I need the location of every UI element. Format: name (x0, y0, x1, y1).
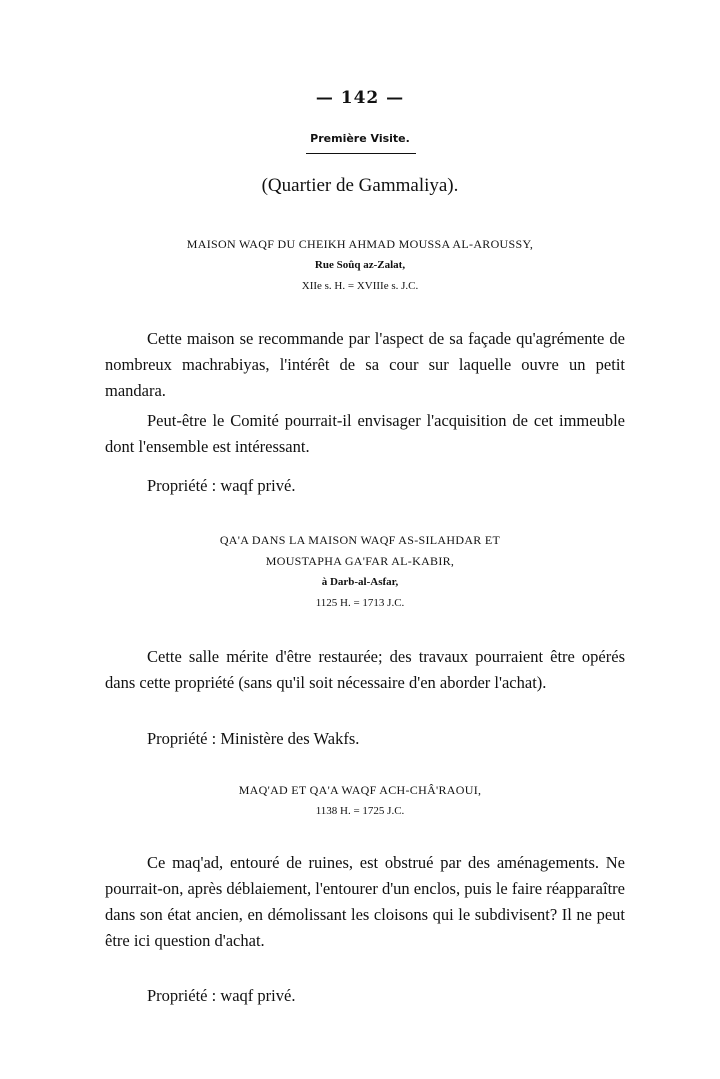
page-number: — 142 — (315, 88, 405, 108)
title-rule (306, 153, 416, 154)
section-3-paragraph-1: Ce maq'ad, entouré de ruines, est obstrué par des aménagements. Ne pourrait-on, après déblaiement, l'entourer d'un enclos, puis le faire réapparaître dans son état ancien, en démolissant les cloisons qui le subdivisent? Il ne peut être ici question d'achat. (105, 853, 625, 950)
section-1-property: Propriété : waqf privé. (147, 476, 296, 495)
section-1-heading (0, 234, 720, 297)
section-1-date: XIIe s. H. = XVIIIe s. J.C. (301, 280, 419, 292)
section-3-heading (0, 780, 720, 822)
section-2-date: 1125 H. = 1713 J.C. (315, 597, 405, 609)
section-1-location: Rue Soûq az-Zalat, (314, 259, 406, 271)
section-2-title-line-2: MOUSTAPHA GA'FAR AL-KABIR, (265, 554, 455, 568)
section-2-property: Propriété : Ministère des Wakfs. (147, 729, 360, 748)
visit-title: Première Visite. (310, 132, 410, 145)
section-2-paragraph-1: Cette salle mérite d'être restaurée; des travaux pourraient être opérés dans cette propriété (sans qu'il soit nécessaire d'en aborder l'achat). (105, 647, 625, 692)
section-2-location: à Darb-al-Asfar, (321, 576, 399, 588)
section-1-paragraph-1: Cette maison se recommande par l'aspect de sa façade qu'agrémente de nombreux machrabiyas, l'intérêt de sa cour sur laquelle ouvre un petit mandara. (105, 329, 625, 400)
quarter-heading: (Quartier de Gammaliya). (261, 175, 459, 196)
section-1-title: MAISON WAQF DU CHEIKH AHMAD MOUSSA AL-AROUSSY, (186, 237, 534, 251)
section-3-title: MAQ'AD ET QA'A WAQF ACH-CHÂ'RAOUI, (238, 783, 482, 797)
section-1-paragraph-2: Peut-être le Comité pourrait-il envisager l'acquisition de cet immeuble dont l'ensemble est intéressant. (105, 411, 625, 456)
section-2-title-line-1: QA'A DANS LA MAISON WAQF AS-SILAHDAR ET (219, 533, 501, 547)
section-3-date: 1138 H. = 1725 J.C. (315, 805, 405, 817)
section-3-property: Propriété : waqf privé. (147, 986, 296, 1005)
section-2-heading (0, 530, 720, 614)
